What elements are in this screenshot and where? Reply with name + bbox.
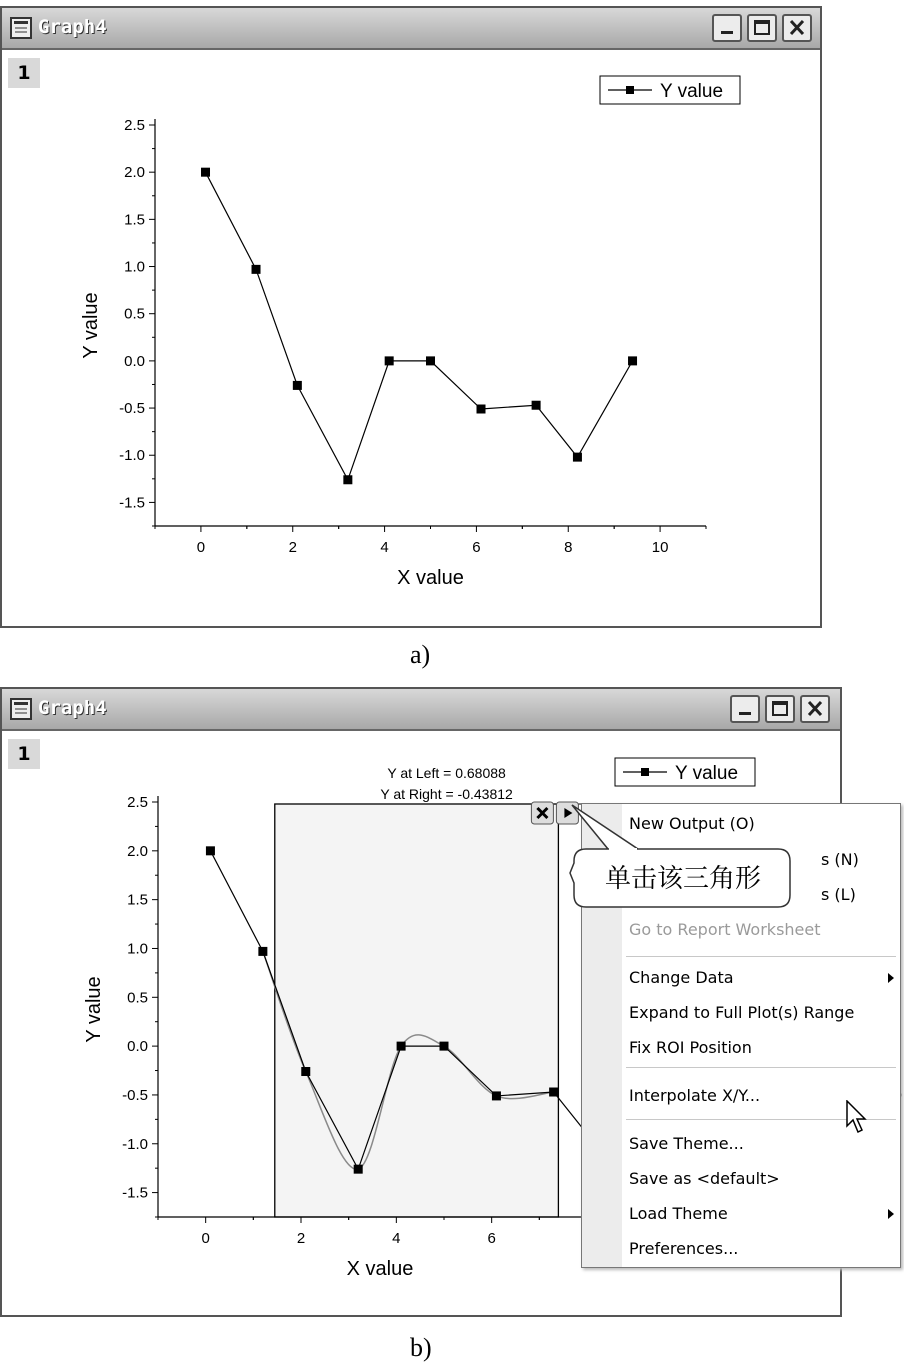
menu-item[interactable]: Load Theme (629, 1204, 728, 1223)
maximize-button[interactable] (765, 695, 795, 723)
data-point (628, 356, 637, 365)
y-tick-label: 1.0 (127, 940, 148, 958)
menu-item[interactable]: Change Data (629, 968, 734, 987)
data-point (293, 381, 302, 390)
submenu-arrow-icon (888, 973, 894, 983)
maximize-icon (749, 16, 775, 40)
y-tick-label: 1.0 (124, 258, 145, 276)
y-tick-label: 2.0 (124, 164, 145, 182)
close-icon (784, 16, 810, 40)
data-point (492, 1091, 501, 1100)
y-tick-label: -1.0 (119, 447, 145, 465)
menu-item[interactable]: Interpolate X/Y... (629, 1086, 761, 1105)
data-point (385, 356, 394, 365)
close-button[interactable] (800, 695, 830, 723)
y-tick-label: 0.0 (124, 352, 145, 370)
submenu-arrow-icon (888, 1209, 894, 1219)
caption-b: b) (410, 1333, 432, 1362)
menu-item[interactable]: Save Theme... (629, 1134, 744, 1153)
menu-item[interactable]: Fix ROI Position (629, 1038, 752, 1057)
roi-region (275, 804, 559, 1217)
mouse-cursor-icon (846, 1100, 868, 1134)
data-point (206, 846, 215, 855)
minimize-icon (732, 697, 758, 721)
maximize-button[interactable] (747, 14, 777, 42)
y-tick-label: -0.5 (122, 1086, 148, 1104)
menu-item[interactable]: s (N) (821, 850, 859, 869)
x-tick-label: 2 (296, 1230, 306, 1247)
x-tick-label: 2 (288, 539, 297, 556)
menu-separator (626, 956, 896, 957)
roi-menu-triangle-button[interactable] (556, 802, 578, 824)
x-tick-label: 0 (196, 539, 206, 556)
legend-marker (626, 86, 634, 94)
maximize-icon (767, 697, 793, 721)
legend-label: Y value (675, 763, 739, 784)
y-tick-label: -1.5 (122, 1184, 148, 1202)
chart-a[interactable] (2, 48, 820, 626)
y-tick-label: 2.5 (127, 794, 148, 811)
data-point (573, 453, 582, 462)
layer-tab[interactable]: 1 (8, 739, 40, 769)
x-axis-label: X value (397, 567, 464, 589)
x-tick-label: 4 (392, 1230, 401, 1247)
x-tick-label: 10 (651, 539, 669, 556)
y-tick-label: -0.5 (119, 400, 145, 418)
window-title: Graph4 (38, 697, 107, 719)
x-tick-label: 4 (380, 539, 389, 556)
data-point (440, 1042, 449, 1051)
data-point (343, 475, 352, 484)
data-point (426, 356, 435, 365)
y-tick-label: 2.0 (127, 842, 148, 860)
x-tick-label: 6 (472, 539, 481, 556)
legend (615, 758, 755, 786)
data-point (532, 401, 541, 410)
menu-item[interactable]: Preferences... (629, 1239, 739, 1258)
data-point (201, 168, 210, 177)
title-bar[interactable] (2, 689, 840, 731)
menu-item[interactable]: Expand to Full Plot(s) Range (629, 1003, 855, 1022)
legend-marker (641, 768, 649, 776)
menu-separator (626, 1067, 896, 1068)
menu-item: Go to Report Worksheet (629, 920, 821, 939)
minimize-button[interactable] (730, 695, 760, 723)
x-tick-label: 8 (564, 539, 573, 556)
y-axis-label: Y value (80, 292, 102, 359)
y-tick-label: -1.0 (122, 1135, 148, 1153)
menu-item[interactable]: s (L) (821, 885, 856, 904)
y-tick-label: 0.5 (124, 305, 145, 323)
y-tick-label: 1.5 (127, 891, 148, 909)
x-tick-label: 6 (487, 1230, 496, 1247)
y-tick-label: 0.5 (127, 989, 148, 1007)
graph-window-icon (10, 698, 32, 720)
close-icon (802, 697, 828, 721)
minimize-icon (714, 16, 740, 40)
y-tick-label: 2.5 (124, 117, 145, 134)
roi-close-button[interactable] (531, 802, 553, 824)
y-tick-label: 0.0 (127, 1038, 148, 1056)
y-axis-label: Y value (83, 976, 105, 1043)
legend (600, 76, 740, 104)
callout-text: 单击该三角形 (605, 864, 762, 894)
title-bar[interactable] (2, 8, 820, 50)
graph-window-a (0, 6, 822, 628)
window-title: Graph4 (38, 16, 107, 38)
data-point (252, 265, 261, 274)
x-axis-label: X value (346, 1258, 414, 1280)
y-tick-label: 1.5 (124, 211, 145, 229)
data-point (301, 1067, 310, 1076)
graph-window-icon (10, 17, 32, 39)
y-tick-label: -1.5 (119, 494, 145, 512)
series-line (206, 172, 633, 480)
x-tick-label: 0 (201, 1230, 210, 1247)
legend-label: Y value (660, 81, 724, 102)
layer-tab[interactable]: 1 (8, 58, 40, 88)
close-button[interactable] (782, 14, 812, 42)
minimize-button[interactable] (712, 14, 742, 42)
data-point (354, 1165, 363, 1174)
roi-label: Y at Right = -0.43812 (380, 786, 513, 802)
menu-item[interactable]: New Output (O) (629, 814, 755, 833)
caption-a: a) (410, 640, 431, 669)
data-point (477, 405, 486, 414)
data-point (397, 1042, 406, 1051)
data-point (549, 1088, 558, 1097)
data-point (258, 947, 267, 956)
menu-item[interactable]: Save as <default> (629, 1169, 780, 1188)
roi-label: Y at Left = 0.68088 (387, 765, 506, 781)
